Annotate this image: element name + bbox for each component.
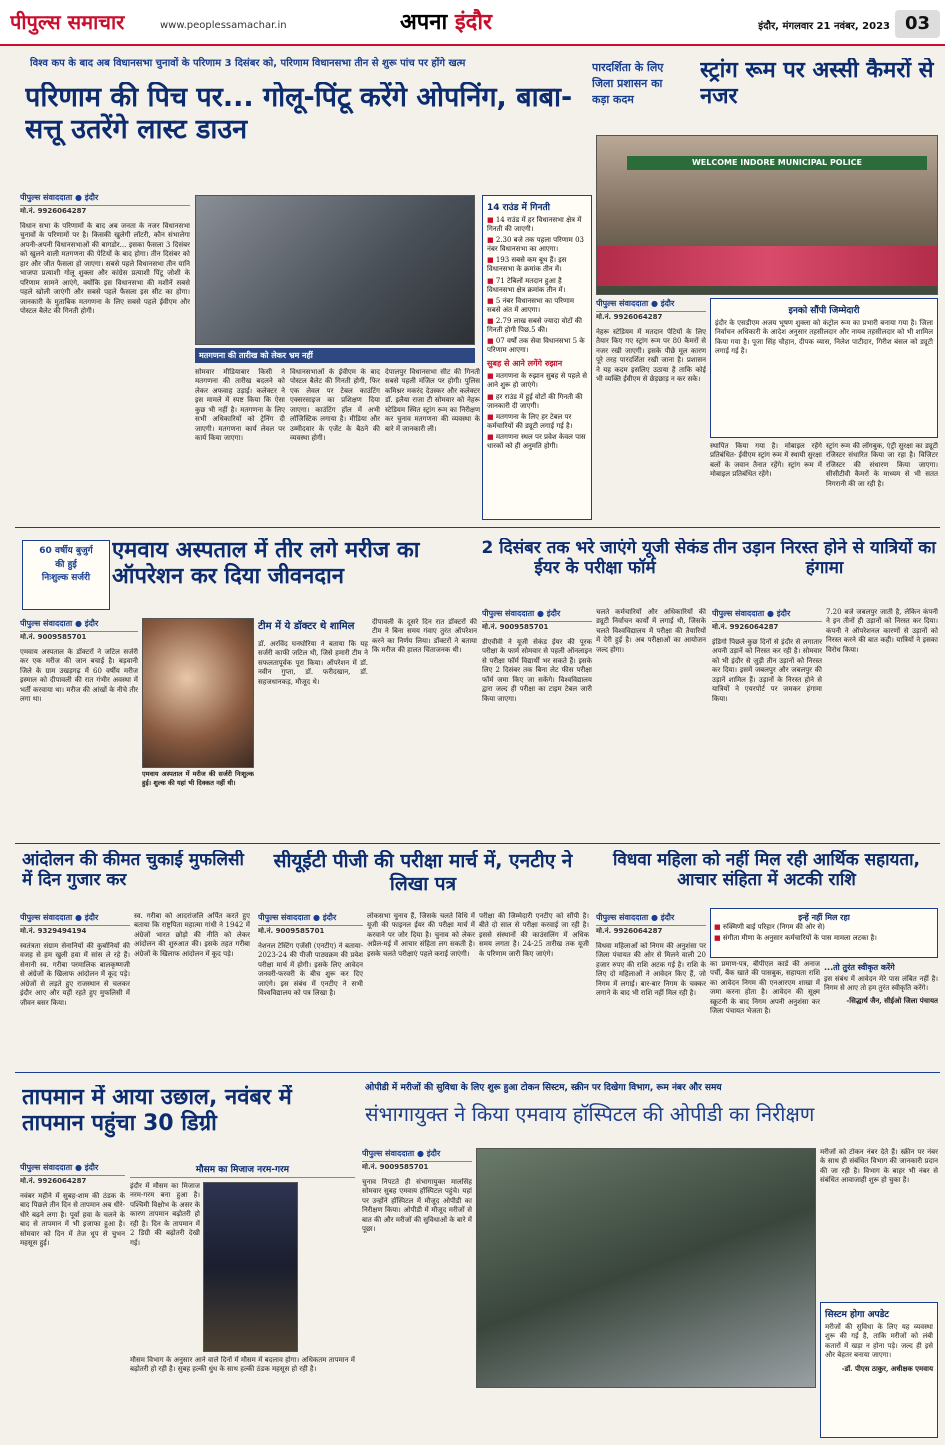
story3-side: 60 वर्षीय बुजुर्ग की हुई निःशुल्क सर्जरी: [22, 540, 110, 610]
story10-byline: पीपुल्स संवाददाता ● इंदौर: [362, 1148, 472, 1162]
story2-body3: स्ट्रांग रूम की लॉगबुक, एंट्री सुरक्षा का ड्यूटी रजिस्टर संधारित किया जा रहा है। विजिटर रजिस्टर की संधारण किया जाएगा। सीसीटीवी कैमरों के माध्यम से भी सतत निगरानी की जा रही है।: [826, 442, 938, 488]
box-title: इन्हें नहीं मिल रहा: [798, 913, 850, 922]
story4-body2: चलते कर्मचारियों और अधिकारियों की ड्यूटी निर्वाचन कार्यों में लगाई थी, जिसके चलते विश्वविद्यालय में परीक्षा की तैयारियों में देरी हुई है। अब परीक्षाओं का आयोजन जल्द होगा।: [596, 608, 706, 654]
story1-body3: विधानसभाओं के ईवीएम के बाद पोस्टल बैलेट की गिनती होगी, फिर एक लेवल पर टेबल काउंटिंग एक्सरसाइज का प्रशिक्षण दिया जाएगा। काउंटिंग हॉल में अभी लॉजिस्टिक लगाया है। मीडिया और उम्मीदवार के एजेंट के बैठने की व्यवस्था होगी।: [290, 368, 380, 443]
list-item: ■ रुक्मिणी बाई परिहार (निगम की ओर से): [714, 923, 934, 932]
story10-kicker: ओपीडी में मरीजों की सुविधा के लिए शुरू हुआ टोकन सिस्टम, स्क्रीन पर दिखेगा विभाग, रूम नंबर और समय: [365, 1083, 722, 1093]
rounds-list: [487, 216, 587, 355]
story2-headline: स्ट्रांग रूम पर अस्सी कैमरों से नजर: [700, 58, 934, 110]
story2-body: नेहरू स्टेडियम में मतदान पेटियों के लिए तैयार किए गए स्ट्रांग रूम पर 80 कैमरों से नजर रखी जाएगी। इसके पीछे मूल कारण पूरे तरह पारदर्शिता रखी जाना है। प्रशासन ने यह कदम इसलिए उठाया है ताकि कोई भी व्यक्ति ईवीएम से छेड़छाड़ न कर सके।: [596, 328, 706, 384]
rounds-box: [482, 195, 592, 520]
story4-body: डीएवीवी ने यूजी सेकंड ईयर की पूरक परीक्षा के फार्म सोमवार से पहली ऑनलाइन से परीक्षा फॉर्म विद्यार्थी भर सकते हैं। इसके लिए 2 दिसंबर तक बिना लेट फीस परीक्षा फॉर्म जमा किए जा सकेंगे। विश्वविद्यालय द्वारा जल्द ही परीक्षा का टाइम टेबल जारी किया जाएगा।: [482, 638, 592, 703]
story4-headline: 2 दिसंबर तक भरे जाएंगे यूजी सेकंड ईयर के परीक्षा फॉर्म: [481, 538, 709, 579]
story1-body2: सोमवार मीडियाबार किसी ने मतगणना की तारीख बदलने को लेकर अफवाह उड़ाई। कलेक्टर ने इस मामले में स्पष्ट किया कि ऐसा कुछ भी नहीं है। मतगणना के लिए सभी अधिकारियों को ट्रेनिंग दी जाएगी। मतगणना कार्य लेवल पर कार्य किया जाएगा।: [195, 368, 285, 443]
story9-body3: मौसम विभाग के अनुसार आने वाले दिनों में मौसम में बदलाव होगा। अधिकतम तापमान में बढ़ोतरी हो रही है। सुबह हल्की धुंध के साथ हल्की ठंडक महसूस हो रही है।: [130, 1356, 355, 1374]
story1-headline: परिणाम की पिच पर... गोलू-पिंटू करेंगे ओपनिंग, बाबा-सत्तू उतरेंगे लास्ट डाउन: [25, 82, 573, 146]
story1-mobile: मो.नं. 9926064287: [20, 207, 87, 215]
team-body: डॉ. अरविंद घनघोरिया ने बताया कि यह सर्जरी काफी जटिल थी, जिसे हमारी टीम ने सफलतापूर्वक पूरा किया। ऑपरेशन में डॉ. नवीन गुप्ता, डॉ. फरीदखान, डॉ. सहजधानकड़, मौजूद थे।: [258, 640, 368, 686]
story8-body: विधवा महिलाओं को निगम की अनुशंसा पर जिला पंचायत की ओर से मिलने वाली 20 हजार रुपए की राशि अटक गई है। राशि के लिए दो महिलाओं ने आवेदन किए हैं, जो निगम में लगाई। बार-बार निगम के चक्कर लगाने के बाद भी राशि नहीं मिल रही है।: [596, 942, 706, 998]
website-url: www.peoplessamachar.in: [160, 20, 287, 31]
story7-headline: सीयूईटी पीजी की परीक्षा मार्च में, एनटीए ने लिखा पत्र: [273, 850, 573, 895]
story2-mobile: मो.नं. 9926064287: [596, 313, 663, 321]
story8-byline: पीपुल्स संवाददाता ● इंदौर: [596, 912, 706, 926]
story9-byline: पीपुल्स संवाददाता ● इंदौर: [20, 1162, 125, 1176]
story7-body2: लोकसभा चुनाव हैं, जिसके चलते विधि में यूजी की फाइनल ईयर की परीक्षा मार्च में करवाने पर जोर दिया है। चुनाव को लेकर अप्रैल-मई में आचार संहिता लग सकती है। इसके चलते परीक्षाएं पहले कराई जाएंगी।: [367, 912, 475, 958]
dateline: इंदौर, मंगलवार 21 नवंबर, 2023: [758, 21, 890, 32]
story9-body: नवंबर महीने में सुबह-शाम की ठंडक के बाद पिछले तीन दिन से तापमान अब धीरे-धीरे बढ़ने लगा है। पूर्वा हवा के चलने के बाद से तापमान में भी इजाफा हुआ है। सोमवार को दिन में तेज धूप से चुभन महसूस हुई।: [20, 1192, 125, 1248]
list-item: ■ 2.79 लाख सबसे ज्यादा वोटों की गिनती होगी पिछ.5 की।: [487, 317, 587, 335]
story1-photo-caption: मतगणना की तारीख को लेकर भ्रम नहीं: [195, 348, 475, 363]
photo-banner: WELCOME INDORE MUNICIPAL POLICE: [627, 156, 927, 170]
list-item: ■ हर राउंड में हुई वोटों की गिनती की जानकारी दी जाएगी।: [487, 393, 587, 411]
story10-body: चुनाव निपटते ही संभागायुक्त मालसिंह सोमवार सुबह एमवाय हॉस्पिटल पहुंचे। यहां पर उन्होंने हॉस्पिटल में मौजूद ओपीडी का निरीक्षण किया। ओपीडी में मौजूद मरीजों से बात की और मरीजों की सुविधाओं के बारे में पूछा।: [362, 1178, 472, 1234]
list-item: ■ 14 राउंड में हर विधानसभा क्षेत्र में गिनती की जाएगी।: [487, 216, 587, 234]
divider: [15, 843, 940, 844]
update-title: सिस्टम होगा अपडेट: [825, 1310, 889, 1320]
strong-room-photo: [596, 135, 938, 295]
story8-body2: का प्रमाण-पत्र, बीपीएल कार्ड की अनाज पर्ची, बैंक खाते की पासबुक, सहायता राशि का आवेदन निगम की एनआरएम शाखा में जमा करना होता है। आवेदन की सूक्ष्म स्क्रूटनी के बाद निगम अपनी अनुशंसा कर जिला पंचायत भेजता है।: [710, 960, 820, 1016]
barricade: [597, 246, 938, 286]
story5-mobile: मो.नं. 9926064287: [712, 623, 779, 631]
quote-title: ...तो तुरंत स्वीकृत करेंगे: [824, 963, 895, 972]
story5-byline: पीपुल्स संवाददाता ● इंदौर: [712, 608, 822, 622]
story3-byline: पीपुल्स संवाददाता ● इंदौर: [20, 618, 138, 632]
story3-photo-caption: एमवाय अस्पताल में मरीज की सर्जरी निःशुल्क हुई। शुल्क की यहां भी दिक्कत नहीं थी।: [142, 770, 254, 787]
story9-mobile: मो.नं. 9926064287: [20, 1177, 87, 1185]
update-body: मरीजों की सुविधा के लिए यह व्यवस्था शुरू की गई है, ताकि मरीजों को लंबी कतारों में खड़ा न होना पड़े। जल्द ही इसे और बेहतर बनाया जाएगा।: [825, 1323, 933, 1360]
box-body: इंदौर के एसडीएम अजय भूषण शुक्ला को कंट्रोल रूम का प्रभारी बनाया गया है। जिला निर्वाचन अधिकारी के आदेश अनुसार तहसीलदार और नायब तहसीलदार को भी शामिल किया गया है। पूजा सिंह चौहान, दीपक व्यास, निलेश पाटीदार, गिरीश बंसल को ड्यूटी लगाई गई है।: [715, 319, 933, 356]
quote-author: -सिद्धार्थ जैन, सीईओ जिला पंचायत: [846, 995, 938, 1005]
update-author: -डॉ. पीएस ठाकुर, अधीक्षक एमवाय: [841, 1363, 933, 1373]
story2-kicker: पारदर्शिता के लिए जिला प्रशासन का कड़ा कदम: [592, 61, 664, 106]
masthead: [0, 0, 945, 46]
patient-photo: [142, 618, 254, 768]
box-list: [714, 923, 934, 943]
night-weather-photo: [203, 1182, 298, 1352]
list-item: ■ संगीता मीणा के अनुसार कर्मचारियों के पास मामला लटका है।: [714, 934, 934, 943]
story8-headline: विधवा महिला को नहीं मिल रही आर्थिक सहायता, आचार संहिता में अटकी राशि: [613, 850, 920, 891]
story9-subtitle: मौसम का मिजाज नरम-गरम: [130, 1162, 355, 1178]
list-item: ■ 71 टेबिलों मतदान हुआ है विधानसभा क्षेत्र क्रमांक तीन में।: [487, 277, 587, 295]
responsibility-box: [710, 298, 938, 438]
story5-body: इंडिगो पिछले कुछ दिनों से इंदौर से लगातार अपनी उड़ानें को निरस्त कर रही है। सोमवार को भी इंदौर से जुड़ी तीन उड़ानों को निरस्त कर दिया। इसमें जबलपुर और जबलपुर की उड़ानें शामिल हैं। उड़ानों के निरस्त होने से यात्रियों ने एयरपोर्ट पर जमकर हंगामा किया।: [712, 638, 822, 703]
story10-body2: मरीजों को टोकन नंबर देते हैं। स्क्रीन पर नंबर के साथ ही संबंधित विभाग की जानकारी प्रदान की जा रही है। विभाग के बाहर भी नंबर से संबंधित आवाजाही शुरू हो चुका है।: [820, 1148, 938, 1185]
story3-body: एमवाय अस्पताल के डॉक्टरों ने जटिल सर्जरी कर एक मरीज की जान बचाई है। बड़वानी जिले के ग्राम उखड़गढ़ में 60 वर्षीय मरीज इस्माल को दीपावली की रात गंभीर अवस्था में भर्ती करवाया था। मरीज की आंखों के नीचे तीर लगा था।: [20, 648, 138, 704]
quote-body: इस संबंध में आवेदन मेरे पास लंबित नहीं है। निगम से आए तो हम तुरंत स्वीकृति करेंगे।: [824, 975, 938, 993]
story6-byline: पीपुल्स संवाददाता ● इंदौर: [20, 912, 130, 926]
update-box: [820, 1302, 938, 1438]
rounds-subtitle: सुबह से आने लगेंगे रुझान: [487, 359, 563, 369]
list-item: ■ 2.30 बजे तक पहला परिणाम 03 नंबर विधानसभा का आएगा।: [487, 236, 587, 254]
story1-kicker: विश्व कप के बाद अब विधानसभा चुनावों के परिणाम 3 दिसंबर को, परिणाम विधानसभा तीन से शुरू पांच पर होंगे खत्म: [30, 58, 466, 69]
story3-body2: दीपावली के दूसरे दिन रात डॉक्टरों की टीम ने बिना समय गंवाए तुरंत ऑपरेशन करने का निर्णय लिया। डॉक्टरों ने बताया कि मरीज की हालत चिंताजनक थी।: [372, 618, 477, 655]
divider: [15, 1072, 940, 1073]
story1-body: विधान सभा के परिणामों के बाद अब जनता के नजर विधानसभा चुनावों के परिणामों पर है। किसकी खुलेगी लॉटरी, कौन संभालेगा अपनी-अपनी विधानसभाओं की बागडोर... इसका फैसला 3 दिसंबर को खुलने वाली मतगणना की पेटियों के बाद होगा। तीन दिसंबर को हार और जीत फैसला हो जाएगा। सबसे पहले विधानसभा तीन यानि भाजपा प्रत्याशी गोलू शुक्ला और कांग्रेस प्रत्याशी पिंटू जोशी के परिणाम सामने आएंगे, क्योंकि इस विधानसभा की मशीनें सबसे पहले खोली जाएंगी और सबसे पहले फैसला इस सीट का होगा। जानकारी के मुताबिक मतगणना के लिए सबसे पहले ईवीएम और पोस्टल बैलेट की गिनती होगी।: [20, 222, 190, 315]
story7-mobile: मो.नं. 9009585701: [258, 927, 325, 935]
story5-body2: 7.20 बजे जबलपुर जाती है, लेकिन कंपनी ने इन तीनों ही उड़ानों को निरस्त कर दिया। कंपनी ने ऑपरेशनल कारणों से उड़ानों को निरस्त करने की बात कही। यात्रियों ने इसका विरोध किया।: [826, 608, 938, 654]
story6-body: स्वतंत्रता संग्राम सेनानियों की कुर्बानियों की वजह से हम खुली हवा में सांस ले रहे हैं। सेनानी स्व. गरीबा परमालिक बालकृष्णजी से अंग्रेजों के खिलाफ आंदोलन में कूद पड़े। अंग्रेजों से लड़ते हुए राजस्थान से चलकर इंदौर आए और यहीं रहते हुए मुफलिसी में जीवन बसर किया।: [20, 942, 130, 1007]
section-title: अपना इंदौर: [400, 10, 493, 35]
trends-list: [487, 372, 587, 451]
list-item: ■ मतगणना के रुझान सुबह से पहले से आने शुरू हो जाएंगे।: [487, 372, 587, 390]
story2-byline: पीपुल्स संवाददाता ● इंदौर: [596, 298, 706, 312]
story3-mobile: मो.नं. 9009585701: [20, 633, 87, 641]
story1-body4: देपालपुर विधानसभा सीट की गिनती सबसे पहली मंजिल पर होगी। पुलिस कमिश्नर मकरंद देउस्कर और कलेक्टर डॉ. इलैया राजा टी सोमवार को नेहरू स्टेडियम स्थित स्ट्रांग रूम का निरीक्षण कर चुनाव मतगणना की व्यवस्था के बारे में जानकारी ली।: [385, 368, 480, 433]
story5-headline: तीन उड़ान निरस्त होने से यात्रियों का हंगामा: [713, 538, 936, 579]
story8-mobile: मो.नं. 9926064287: [596, 927, 663, 935]
box-title: इनको सौंपी जिम्मेदारी: [788, 306, 860, 316]
story7-body3: परीक्षा की जिम्मेदारी एनटीए को सौंपी है। बीते दो साल से परीक्षा करवाई जा रही है। इससे संस्थानों की काउंसलिंग में अधिक समय लगता है। 24-25 तारीख तक यूजी के परिणाम जारी किए जाएंगे।: [479, 912, 589, 958]
story6-mobile: मो.नं. 9329494194: [20, 927, 87, 935]
brand-logo: पीपुल्स समाचार: [10, 10, 125, 34]
ceo-quote: [824, 962, 938, 1067]
story10-headline: संभागायुक्त ने किया एमवाय हॉस्पिटल की ओपीडी का निरीक्षण: [365, 1102, 815, 1126]
list-item: ■ मतगणना स्थल पर प्रवेश केवल पास धारकों को ही अनुमति होगी।: [487, 433, 587, 451]
story1-byline: पीपुल्स संवाददाता ● इंदौर: [20, 192, 190, 206]
story6-headline: आंदोलन की कीमत चुकाई मुफलिसी में दिन गुजार कर: [22, 850, 244, 891]
list-item: ■ 07 वर्षों तक सेवा विधानसभा 5 के परिणाम आएगा।: [487, 337, 587, 355]
story10-mobile: मो.नं. 9009585701: [362, 1163, 429, 1171]
story3-headline: एमवाय अस्पताल में तीर लगे मरीज का ऑपरेशन कर दिया जीवनदान: [112, 538, 420, 590]
story9-body2: इंदौर में मौसम का मिजाज नरम-गरम बना हुआ है। पश्चिमी विक्षोभ के असर के कारण तापमान बढ़ोतरी हो रही है। दिन के तापमान में 2 डिग्री की बढ़ोतरी देखी गई।: [130, 1182, 200, 1247]
not-received-box: [710, 908, 938, 958]
list-item: ■ 5 नंबर विधानसभा का परिणाम सबसे अंत में आएगा।: [487, 297, 587, 315]
list-item: ■ मतगणना के लिए हर टेबल पर कर्मचारियों की ड्यूटी लगाई गई है।: [487, 413, 587, 431]
story4-byline: पीपुल्स संवाददाता ● इंदौर: [482, 608, 592, 622]
story7-byline: पीपुल्स संवाददाता ● इंदौर: [258, 912, 363, 926]
story7-body: नेशनल टेस्टिंग एजेंसी (एनटीए) ने बताया- 2023-24 की पीजी पाठ्यक्रम की प्रवेश परीक्षा मार्च में होगी। इसके लिए आवेदन जनवरी-फरवरी के बीच शुरू कर दिए जाएंगे। इस संबंध में एनटीए ने सभी विश्वविद्यालय को पत्र लिखा है।: [258, 942, 363, 998]
story6-body2: स्व. गरीबा को आदरांजलि अर्पित करते हुए बताया कि राष्ट्रपिता महात्मा गांधी ने 1942 में अंग्रेजों भारत छोड़ो की नीति को लेकर आंदोलन की शुरुआत की। इसके तहत गरीबा अंग्रेजों के खिलाफ आंदोलन में कूद पड़े।: [134, 912, 250, 958]
opd-inspection-photo: [476, 1148, 816, 1388]
counting-meeting-photo: [195, 195, 475, 345]
divider: [15, 527, 940, 528]
story4-mobile: मो.नं. 9009585701: [482, 623, 549, 631]
story9-headline: तापमान में आया उछाल, नवंबर में तापमान पहुंचा 30 डिग्री: [22, 1085, 292, 1137]
list-item: ■ 193 सबसे कम बूथ हैं। इस विधानसभा के क्रमांक तीन में।: [487, 256, 587, 274]
rounds-title: 14 राउंड में गिनती: [487, 203, 550, 213]
team-title: टीम में ये डॉक्टर थे शामिल: [258, 621, 355, 632]
page-number: 03: [895, 10, 940, 38]
story2-body2: स्थापित किया गया है। मोबाइल रहेंगे प्रतिबंधित- ईवीएम स्ट्रांग रूम में स्थायी सुरक्षा बलों के जवान तैनात रहेंगे। स्ट्रांग रूम में मोबाइल प्रतिबंधित रहेंगे।: [710, 442, 822, 479]
